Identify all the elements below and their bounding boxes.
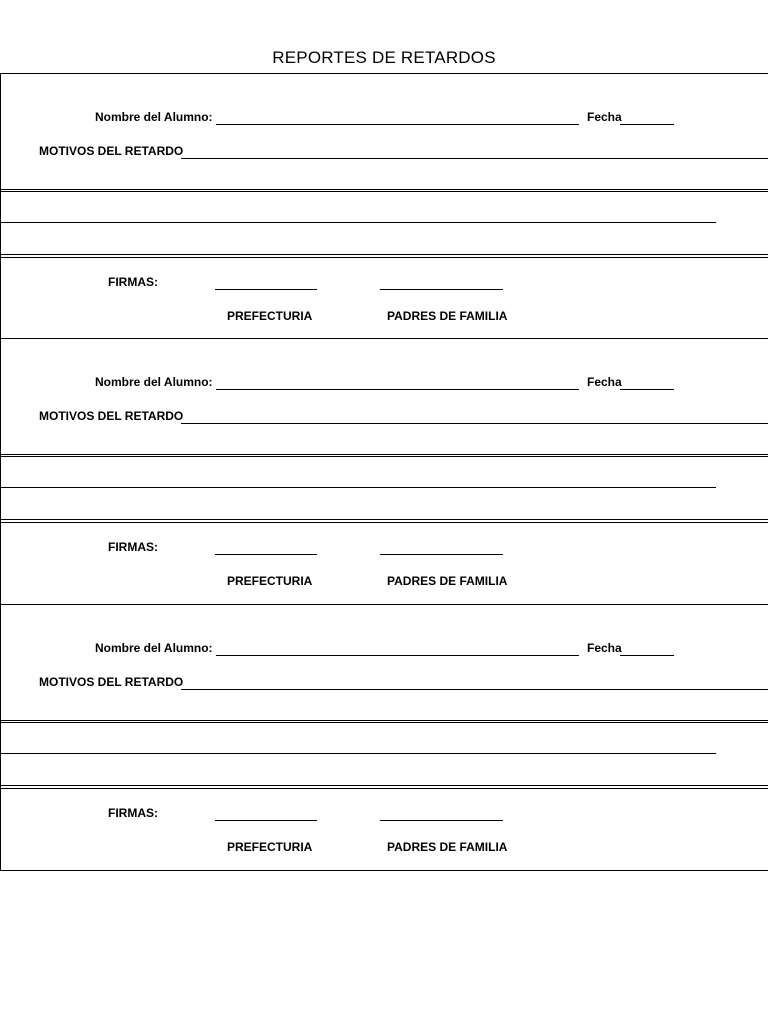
- divider: [1, 257, 768, 258]
- prefecture-label: PREFECTURIA: [227, 309, 313, 323]
- student-name-label: Nombre del Alumno:: [95, 641, 213, 655]
- reasons-field[interactable]: [181, 423, 768, 424]
- signatures-label: FIRMAS:: [108, 275, 158, 289]
- divider: [1, 454, 768, 455]
- prefecture-signature-field[interactable]: [215, 820, 317, 821]
- reasons-label: MOTIVOS DEL RETARDO: [39, 675, 184, 689]
- parents-label: PADRES DE FAMILIA: [387, 840, 508, 854]
- parents-signature-field[interactable]: [380, 289, 503, 290]
- prefecture-label: PREFECTURIA: [227, 574, 313, 588]
- reasons-line[interactable]: [1, 519, 768, 520]
- student-name-field[interactable]: [216, 124, 579, 125]
- report-block: [0, 339, 768, 605]
- parents-label: PADRES DE FAMILIA: [387, 574, 508, 588]
- parents-signature-field[interactable]: [380, 554, 503, 555]
- divider: [1, 788, 768, 789]
- reasons-line[interactable]: [1, 222, 716, 223]
- reasons-label: MOTIVOS DEL RETARDO: [39, 144, 184, 158]
- student-name-field[interactable]: [216, 389, 579, 390]
- date-label: Fecha: [587, 641, 622, 655]
- reasons-line[interactable]: [1, 191, 768, 192]
- parents-signature-field[interactable]: [380, 820, 503, 821]
- reasons-line[interactable]: [1, 722, 768, 723]
- prefecture-signature-field[interactable]: [215, 554, 317, 555]
- divider: [1, 720, 768, 721]
- date-label: Fecha: [587, 110, 622, 124]
- reasons-field[interactable]: [181, 689, 768, 690]
- date-field[interactable]: [620, 124, 674, 125]
- reasons-line[interactable]: [1, 456, 768, 457]
- signatures-label: FIRMAS:: [108, 806, 158, 820]
- reasons-line[interactable]: [1, 753, 716, 754]
- student-name-label: Nombre del Alumno:: [95, 110, 213, 124]
- divider: [1, 189, 768, 190]
- parents-label: PADRES DE FAMILIA: [387, 309, 508, 323]
- prefecture-signature-field[interactable]: [215, 289, 317, 290]
- date-field[interactable]: [620, 389, 674, 390]
- reasons-line[interactable]: [1, 487, 716, 488]
- page-title: REPORTES DE RETARDOS: [272, 48, 496, 67]
- report-list: [0, 73, 768, 871]
- divider: [1, 522, 768, 523]
- report-block: [0, 73, 768, 339]
- student-name-label: Nombre del Alumno:: [95, 375, 213, 389]
- reasons-line[interactable]: [1, 785, 768, 786]
- student-name-field[interactable]: [216, 655, 579, 656]
- report-block: [0, 605, 768, 871]
- signatures-label: FIRMAS:: [108, 540, 158, 554]
- reasons-field[interactable]: [181, 158, 768, 159]
- prefecture-label: PREFECTURIA: [227, 840, 313, 854]
- date-field[interactable]: [620, 655, 674, 656]
- reasons-line[interactable]: [1, 254, 768, 255]
- date-label: Fecha: [587, 375, 622, 389]
- reasons-label: MOTIVOS DEL RETARDO: [39, 409, 184, 423]
